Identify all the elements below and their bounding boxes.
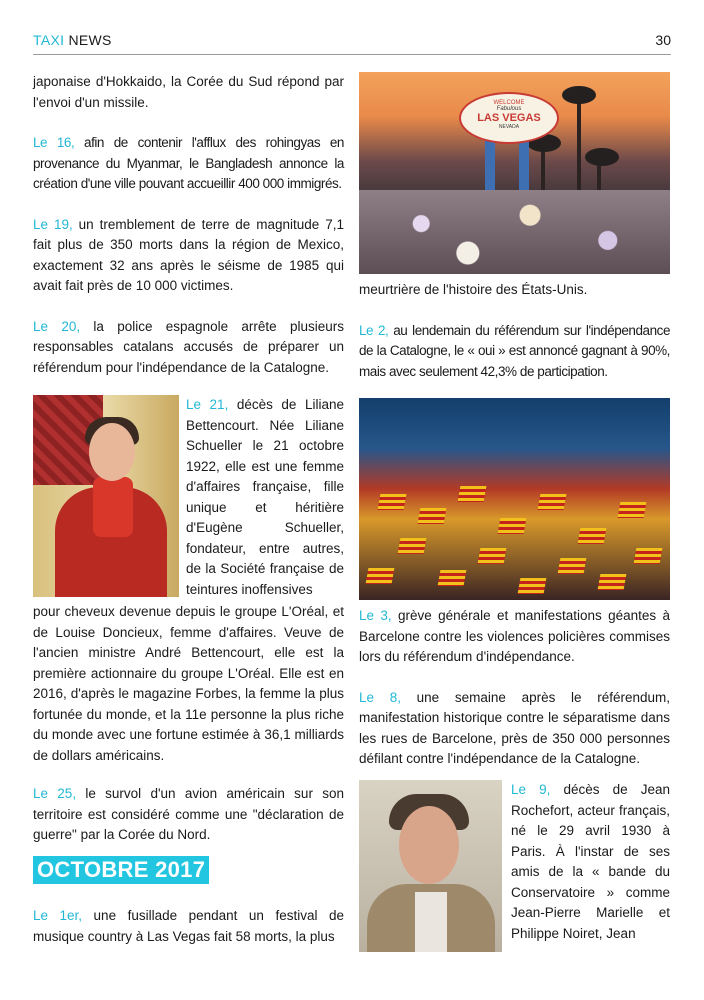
liliane-bettencourt-photo [33,395,179,597]
event-2 [359,321,670,383]
month-heading: OCTOBRE 2017 [33,856,209,884]
vegas-caption: meurtrière de l'histoire des États-Unis. [359,282,588,297]
right-column [359,72,670,962]
vegas-sign-nevada: NEVADA [498,124,520,130]
page-number: 30 [655,32,671,48]
event-1-date: Le 1er, [33,908,83,923]
event-2-text: au lendemain du référendum sur l'indépendance de la Catalogne, le « oui » est annoncé gagnant à 90%, mais avec seulement 42,3% de participation. [359,322,671,379]
event-16 [33,133,344,195]
event-16-date: Le 16, [33,135,75,150]
event-9-text: décès de Jean Rochefort, acteur français, né le 29 avril 1930 à Paris. À l'instar de ses amis de la « bande du Conservatoire » comme Jean-Pierre Marielle et Philippe Noiret, Jean [511,782,670,941]
event-3-date: Le 3, [359,608,392,623]
event-25-date: Le 25, [33,786,77,801]
event-19 [33,215,344,297]
month-heading-wrap [33,856,209,884]
event-9-float [511,780,670,944]
event-16-text: afin de contenir l'afflux des rohingyas en provenance du Myanmar, le Bangladesh annonce la création d'une ville pouvant accueillir 400 000 immigrés. [33,135,344,191]
page-header [33,28,671,55]
event-21-date: Le 21, [186,397,229,412]
event-9 [511,780,670,944]
event-25-text: le survol d'un avion américain sur son territoire est considéré comme une "déclaration de guerre" par la Corée du Nord. [33,786,344,842]
vegas-sign-fabulous: Fabulous [496,106,522,112]
catalonia-crowd-photo [359,398,670,600]
event-8-date: Le 8, [359,689,401,705]
event-9-date: Le 9, [511,782,551,797]
event-19-date: Le 19, [33,216,73,232]
event-20-text: la police espagnole arrête plusieurs responsables catalans accusés de préparer un référendum pour l'indépendance de la Catalogne. [33,318,344,375]
jean-rochefort-photo [359,780,502,952]
event-25 [33,784,344,846]
event-2-date: Le 2, [359,322,389,338]
event-21-float [186,395,344,600]
event-8-text: une semaine après le référendum, manifestation historique contre le séparatisme dans les rues de Barcelone, près de 350 000 personnes défilant contre l'indépendance de la Catalogne. [359,689,670,766]
event-21 [186,395,344,600]
event-20-date: Le 20, [33,318,81,334]
brand-news: NEWS [68,32,112,48]
vegas-sign [459,92,559,144]
event-1-text: une fusillade pendant un festival de musique country à Las Vegas fait 58 morts, la plus [33,908,344,944]
event-21-text-float: décès de Liliane Bettencourt. Née Liliane Schueller le 21 octobre 1922, elle est une femme d'affaires française, fille unique et héritière d'Eugène Schueller, fondateur, entre autres, de la Société française de teintures inoffensives [186,397,344,597]
vegas-sign-welcome: WELCOME [493,100,525,106]
brand-logo [33,32,112,48]
left-column [33,72,344,962]
event-3-text: grève générale et manifestations géantes à Barcelone contre les violences policières commises lors du référendum d'indépendance. [359,608,670,664]
brand-taxi: TAXI [33,32,65,48]
event-21-continued: pour cheveux devenue depuis le groupe L'Oréal, et de Louise Doncieux, femme d'affaires. Veuve de l'ancien ministre André Bettencourt, elle est la première actionnaire du groupe L'Oréal. Elle est en 2016, d'après le magazine Forbes, la femme la plus fortunée du monde, et la 11e personne la plus riche du monde avec une fortune estimée à 36,1 milliards de dollars américains. [33,604,344,763]
event-20 [33,317,344,379]
intro-paragraph: japonaise d'Hokkaido, la Corée du Sud répond par l'envoi d'un missile. [33,74,344,110]
event-3 [359,606,670,668]
event-8 [359,688,670,770]
event-19-text: un tremblement de terre de magnitude 7,1 fait plus de 350 morts dans la région de Mexico, exactement 32 ans après le séisme de 1985 qui avait fait près de 10 000 victimes. [33,216,344,293]
vegas-sign-lasvegas: LAS VEGAS [477,112,541,124]
event-1 [33,906,344,947]
las-vegas-memorial-photo [359,72,670,274]
